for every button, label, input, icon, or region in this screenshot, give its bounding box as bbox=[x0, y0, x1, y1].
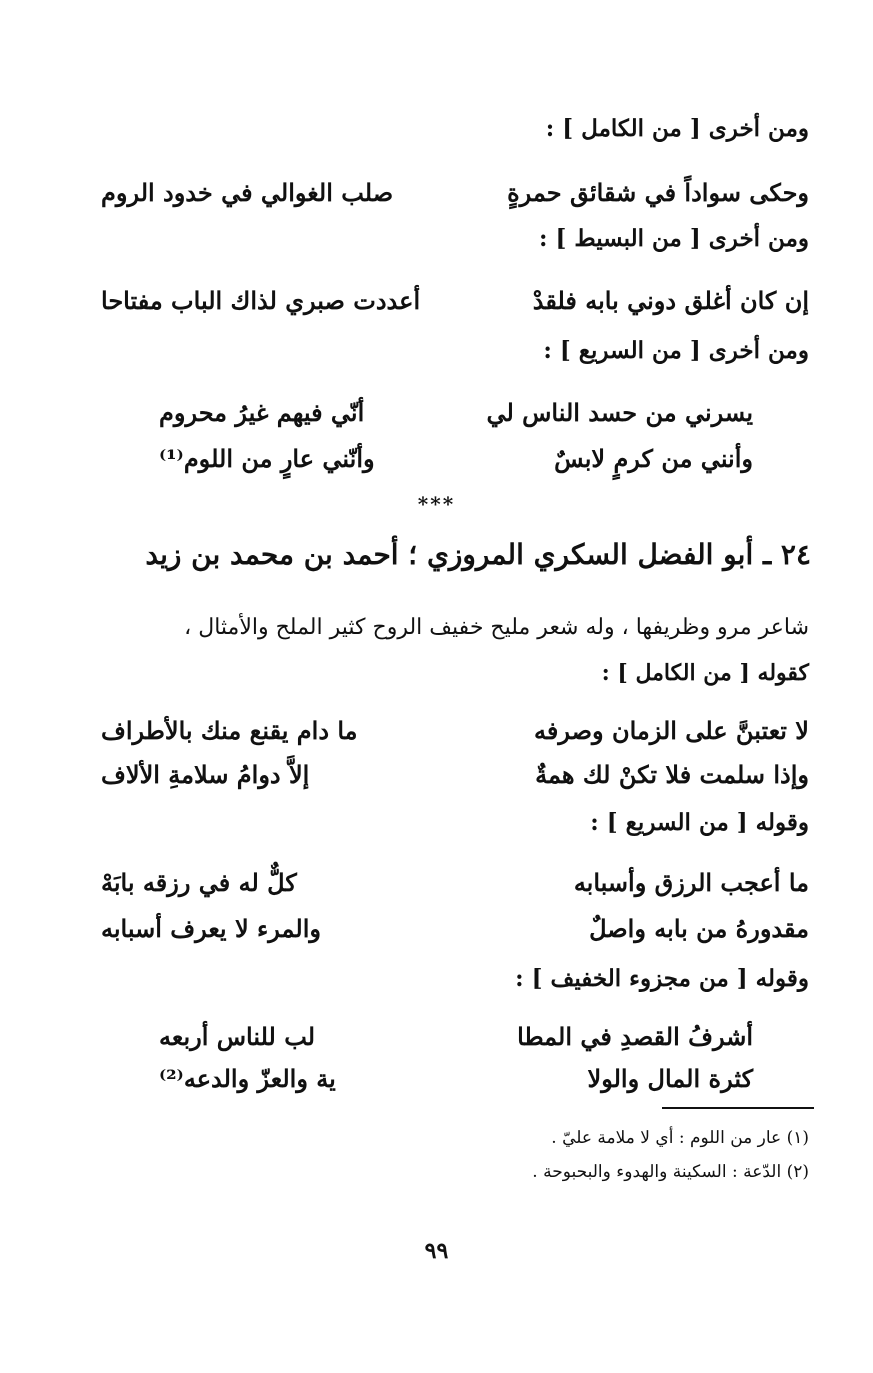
verse-second-hemistich: ية والعزّ والدعه⁽²⁾ bbox=[159, 1063, 336, 1093]
verse-first-hemistich: كثرة المال والولا bbox=[587, 1063, 753, 1093]
verse-first-hemistich: وأنني من كرمٍ لابسٌ bbox=[554, 443, 753, 473]
verse-line bbox=[159, 392, 753, 432]
meter-intro-basit: ومن أخرى [ من البسيط ] : bbox=[539, 225, 809, 252]
verse-second-hemistich: كلٌّ له في رزقه بابَهْ bbox=[101, 867, 297, 897]
footnote-2: (٢) الدّعة : السكينة والهدوء والبحبوحة . bbox=[532, 1162, 809, 1182]
verse-second-hemistich: وأنّني عارٍ من اللوم⁽¹⁾ bbox=[159, 443, 375, 473]
verse-line bbox=[101, 754, 809, 794]
verse-line bbox=[101, 862, 809, 902]
page-number: ٩٩ bbox=[424, 1238, 449, 1264]
verse-first-hemistich: أشرفُ القصدِ في المطا bbox=[517, 1021, 753, 1051]
verse-line bbox=[101, 710, 809, 750]
verse-line bbox=[101, 172, 809, 212]
meter-intro-sari: ومن أخرى [ من السريع ] : bbox=[543, 337, 809, 364]
verse-first-hemistich: وحكى سواداً في شقائق حمرةٍ bbox=[507, 177, 809, 207]
verse-line bbox=[159, 438, 753, 478]
verse-second-hemistich: أنّي فيهم غيرُ محروم bbox=[159, 397, 365, 427]
verse-second-hemistich: أعددت صبري لذاك الباب مفتاحا bbox=[101, 285, 421, 315]
footnote-divider bbox=[662, 1107, 814, 1109]
section-title: ٢٤ ـ أبو الفضل السكري المروزي ؛ أحمد بن محمد بن زيد bbox=[145, 538, 811, 571]
verse-first-hemistich: يسرني من حسد الناس لي bbox=[486, 397, 753, 427]
meter-intro-sari-2: وقوله [ من السريع ] : bbox=[590, 809, 809, 836]
verse-first-hemistich: إن كان أغلق دوني بابه فلقدْ bbox=[532, 285, 809, 315]
verse-second-hemistich: صلب الغوالي في خدود الروم bbox=[101, 177, 394, 207]
verse-second-hemistich: ما دام يقنع منك بالأطراف bbox=[101, 715, 358, 745]
verse-first-hemistich: وإذا سلمت فلا تكنْ لك همةٌ bbox=[535, 759, 809, 789]
meter-intro-kamil-2: كقوله [ من الكامل ] : bbox=[601, 660, 809, 686]
verse-line bbox=[101, 908, 809, 948]
footnote-1: (١) عار من اللوم : أي لا ملامة عليّ . bbox=[551, 1128, 809, 1148]
verse-first-hemistich: لا تعتبنَّ على الزمان وصرفه bbox=[534, 715, 809, 745]
verse-second-hemistich: والمرء لا يعرف أسبابه bbox=[101, 913, 321, 943]
verse-first-hemistich: مقدورهُ من بابه واصلٌ bbox=[589, 913, 809, 943]
meter-intro-khafif: وقوله [ من مجزوء الخفيف ] : bbox=[515, 965, 809, 992]
section-separator: *** bbox=[417, 492, 456, 516]
verse-line bbox=[159, 1058, 753, 1098]
verse-line bbox=[101, 280, 809, 320]
verse-first-hemistich: ما أعجب الرزق وأسبابه bbox=[573, 867, 809, 897]
verse-line bbox=[159, 1016, 753, 1056]
verse-second-hemistich: إلاَّ دوامُ سلامةِ الألاف bbox=[101, 759, 310, 789]
biography-paragraph: شاعر مرو وظريفها ، وله شعر مليح خفيف الروح كثير الملح والأمثال ، bbox=[184, 615, 809, 640]
verse-second-hemistich: لب للناس أربعه bbox=[159, 1021, 316, 1051]
meter-intro-kamil: ومن أخرى [ من الكامل ] : bbox=[545, 115, 809, 142]
